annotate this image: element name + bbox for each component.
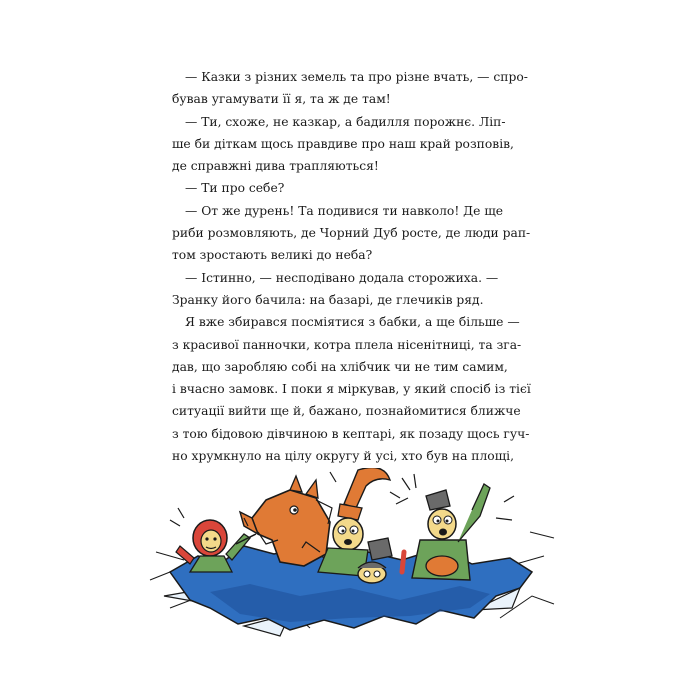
splash-marks xyxy=(170,472,514,526)
text-line: з красивої панночки, котра плела нісенітниці, та зга- xyxy=(172,337,522,352)
text-line: ситуації вийти ще й, бажано, познайомитися ближче xyxy=(172,404,521,419)
text-line: — От же дурень! Та подивися ти навколо! Де ще xyxy=(185,203,504,218)
text-line: — Казки з різних земель та про різне вчать, — спро- xyxy=(185,70,528,84)
text-line: Я вже збирався посміятися з бабки, а ще більше — xyxy=(185,315,520,330)
body-text xyxy=(172,66,531,467)
text-line: бував угамувати її я, та ж де там! xyxy=(172,92,391,107)
text-line: де справжні дива трапляються! xyxy=(172,159,379,174)
text-line: і вчасно замовк. І поки я міркував, у який спосіб із тієї xyxy=(172,382,531,397)
text-line: Зранку його бачила: на базарі, де глечиків ряд. xyxy=(172,292,484,307)
text-line: — Ти про себе? xyxy=(185,181,285,196)
text-line: но хрумкнуло на цілу округу й усі, хто був на площі, xyxy=(172,449,514,464)
text-line: том зростають великі до неба? xyxy=(172,248,373,263)
text-line: ше би діткам щось правдиве про наш край розповів, xyxy=(172,136,514,151)
text-line: — Ти, схоже, не казкар, а бадилля порожнє. Ліп- xyxy=(185,114,506,129)
text-line: дав, що заробляю собі на хлібчик чи не тим самим, xyxy=(172,359,508,374)
ice-falling-illustration xyxy=(140,468,560,644)
text-line: — Істинно, — несподівано додала сторожиха. — xyxy=(185,270,499,285)
text-line: з тою бідовою дівчиною в кептарі, як позаду щось гуч- xyxy=(172,426,530,441)
text-line: риби розмовляють, де Чорний Дуб росте, де люди рап- xyxy=(172,226,531,241)
